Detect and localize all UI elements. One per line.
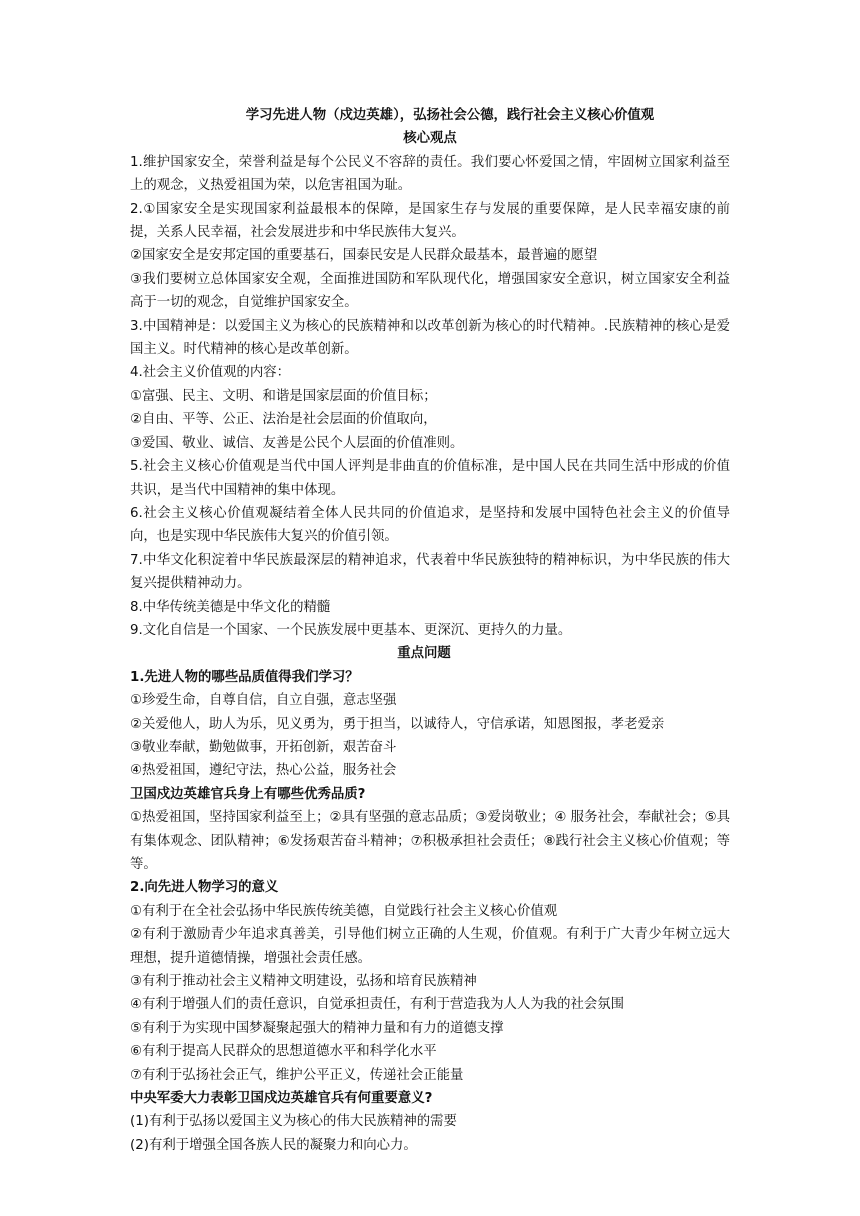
page-title: 学习先进人物（戍边英雄），弘扬社会公德，践行社会主义核心价值观 — [245, 108, 655, 123]
list-item: ⑥有利于提高人民群众的思想道德水平和科学化水平 — [130, 1044, 437, 1060]
list-item: ④热爱祖国，遵纪守法，热心公益，服务社会 — [130, 763, 397, 779]
paragraph: ③我们要树立总体国家安全观，全面推进国防和军队现代化，增强国家安全意识，树立国家安全利益高于一切的观念，自觉维护国家安全。 — [130, 271, 730, 311]
paragraph: 5.社会主义核心价值观是当代中国人评判是非曲直的价值标准，是中国人民在共同生活中形成的价值共识，是当代中国精神的集中体现。 — [130, 459, 730, 498]
paragraph: 9.文化自信是一个国家、一个民族发展中更基本、更深沉、更持久的力量。 — [130, 622, 572, 638]
paragraph: ②国家安全是安邦定国的重要基石，国泰民安是人民群众最基本，最普遍的愿望 — [130, 248, 598, 264]
list-item: ③有利于推动社会主义精神文明建设，弘扬和培育民族精神 — [130, 974, 477, 990]
list-item: ①有利于在全社会弘扬中华民族传统美德，自觉践行社会主义核心价值观 — [130, 903, 558, 919]
list-item: ①珍爱生命，自尊自信，自立自强，意志坚强 — [130, 693, 397, 709]
list-item: ②有利于激励青少年追求真善美，引导他们树立正确的人生观，价值观。有利于广大青少年树立远大理想，提升道德情操，增强社会责任感。 — [130, 927, 730, 966]
question-heading: 2.向先进人物学习的意义 — [130, 880, 279, 896]
list-item: ③敬业奉献，勤勉做事，开拓创新，艰苦奋斗 — [130, 739, 397, 755]
list-item: ②自由、平等、公正、法治是社会层面的价值取向， — [130, 412, 437, 428]
list-item: ⑤有利于为实现中国梦凝聚起强大的精神力量和有力的道德支撑 — [130, 1020, 504, 1036]
question-heading: 1.先进人物的哪些品质值得我们学习？ — [130, 669, 359, 685]
list-item: (2)有利于增强全国各族人民的凝聚力和向心力。 — [130, 1137, 417, 1153]
document-body — [130, 104, 730, 1157]
paragraph: 4.社会主义价值观的内容： — [130, 365, 291, 381]
paragraph: 3.中国精神是：以爱国主义为核心的民族精神和以改革创新为核心的时代精神。.民族精神的核心是爱国主义。时代精神的核心是改革创新。 — [130, 318, 730, 358]
paragraph: 1.维护国家安全，荣誉利益是每个公民义不容辞的责任。我们要心怀爱国之情，牢固树立国家利益至上的观念，义热爱祖国为荣，以危害祖国为耻。 — [130, 154, 730, 194]
question-heading: 卫国戍边英雄官兵身上有哪些优秀品质? — [130, 786, 366, 802]
paragraph: ①热爱祖国，坚持国家利益至上；②具有坚强的意志品质；③爱岗敬业；④ 服务社会，奉献社会；⑤具有集体观念、团队精神；⑥发扬艰苦奋斗精神；⑦积极承担社会责任；⑧践行社会主义核心价值观；等等。 — [130, 810, 730, 872]
paragraph: 7.中华文化积淀着中华民族最深层的精神追求，代表着中华民族独特的精神标识，为中华民族的伟大复兴提供精神动力。 — [130, 552, 730, 592]
section-title-key-questions: 重点问题 — [397, 646, 451, 662]
list-item: ①富强、民主、文明、和谐是国家层面的价值目标； — [130, 388, 437, 404]
paragraph: 2.①国家安全是实现国家利益最根本的保障，是国家生存与发展的重要保障，是人民幸福安康的前提，关系人民幸福，社会发展进步和中华民族伟大复兴。 — [130, 201, 730, 241]
question-heading: 中央军委大力表彰卫国戍边英雄官兵有何重要意义? — [130, 1091, 433, 1107]
list-item: ④有利于增强人们的责任意识，自觉承担责任，有利于营造我为人人为我的社会氛围 — [130, 997, 625, 1013]
list-item: ②关爱他人，助人为乐，见义勇为，勇于担当，以诚待人，守信承诺，知恩图报，孝老爱亲 — [130, 716, 665, 732]
list-item: ③爱国、敬业、诚信、友善是公民个人层面的价值准则。 — [130, 435, 464, 451]
list-item: (1)有利于弘扬以爱国主义为核心的伟大民族精神的需要 — [130, 1114, 457, 1130]
list-item: ⑦有利于弘扬社会正气，维护公平正义，传递社会正能量 — [130, 1067, 464, 1083]
paragraph: 8.中华传统美德是中华文化的精髓 — [130, 599, 331, 615]
paragraph: 6.社会主义核心价值观凝结着全体人民共同的价值追求，是坚持和发展中国特色社会主义的价值导向，也是实现中华民族伟大复兴的价值引领。 — [130, 505, 730, 545]
section-title-core-views: 核心观点 — [403, 131, 457, 147]
